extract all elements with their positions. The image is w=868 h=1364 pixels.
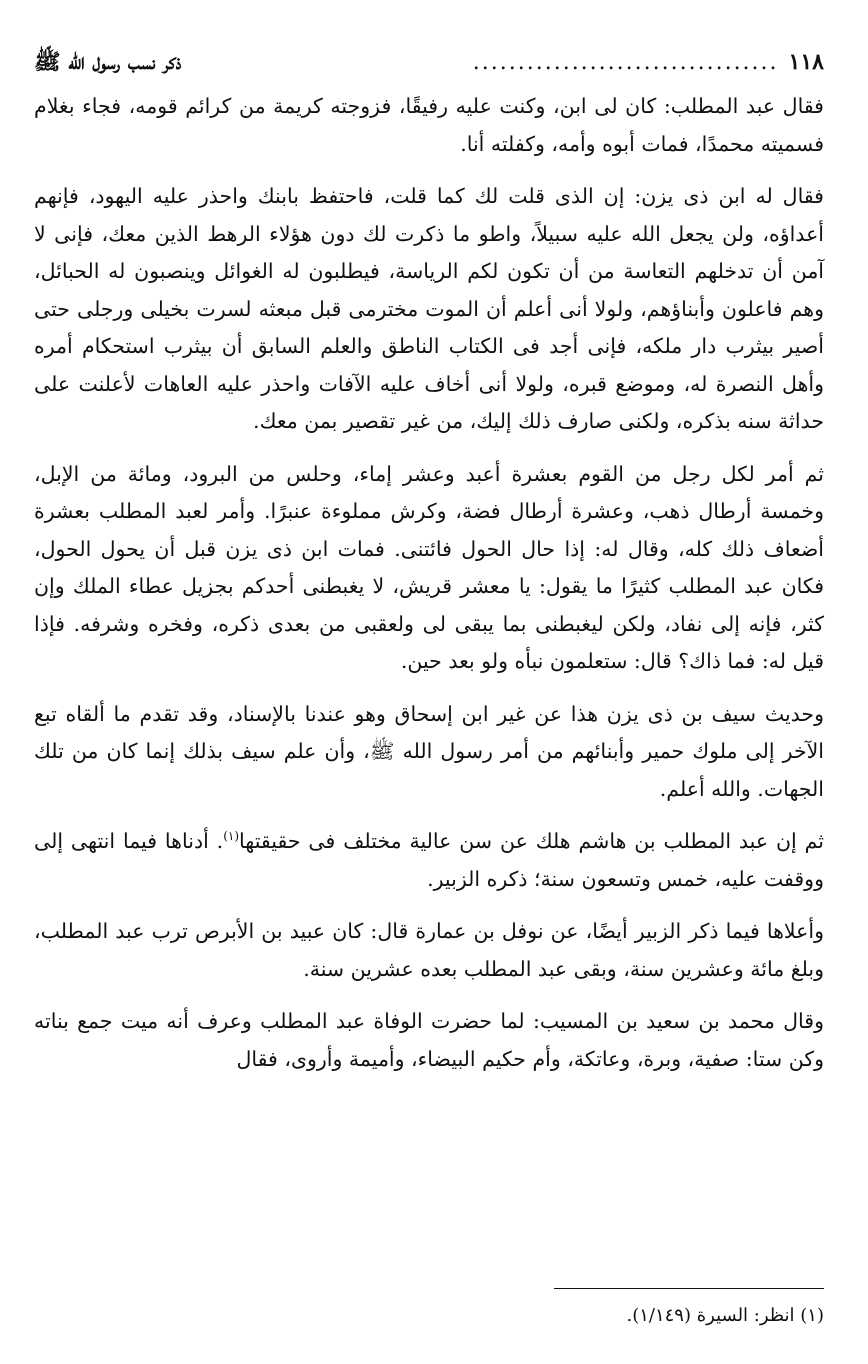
paragraph-5-punct: . — [208, 829, 224, 853]
page-number: ١١٨ — [788, 49, 824, 75]
paragraph-1: فقال عبد المطلب: كان لى ابن، وكنت عليه رفيقًا، فزوجته كريمة من كرائم قومه، فجاء بغلام فسميته محمدًا، فمات أبوه وأمه، وكفلته أنا. — [34, 94, 824, 156]
paragraph-5-lead: ثم إن عبد المطلب بن هاشم هلك عن سن عالية مختلف فى حقيقتها — [239, 829, 824, 853]
paragraph-2: فقال له ابن ذى يزن: إن الذى قلت لك كما قلت، فاحتفظ بابنك واحذر عليه اليهود، فإنهم أعداؤه، ولن يجعل الله عليه سبيلاً، واطو ما ذكرت لك دون هؤلاء الرهط الذين معك، فإنى لا آمن أن تدخلهم التعاسة من أن تكون لكم الرياسة، فيطلبون له الغوائل وينصبون له الحبائل، وهم فاعلون وأبناؤهم، ولولا أنى أعلم أن الموت مخترمى قبل مبعثه لسرت بخيلى ورجلى حتى أصير بيثرب دار ملكه، فإنى أجد فى الكتاب الناطق والعلم السابق أن بيثرب استحكام أمره وأهل النصرة له، وموضع قبره، ولولا أنى أخاف عليه الآفات واحذر عليه العاهات لأعلنت على حداثة سنه بذكره، ولكنى صارف ذلك إليك، من غير تقصير بمن معك. — [34, 184, 824, 433]
footnote-divider — [554, 1288, 824, 1289]
book-page — [34, 48, 824, 1348]
body-text — [34, 88, 824, 1078]
dot-leader: .................................. — [472, 50, 779, 75]
paragraph-6: وأعلاها فيما ذكر الزبير أيضًا، عن نوفل بن عمارة قال: كان عبيد بن الأبرص ترب عبد المطلب، وبلغ مائة وعشرين سنة، وبقى عبد المطلب بعده عشرين سنة. — [34, 919, 824, 981]
paragraph-4: وحديث سيف بن ذى يزن هذا عن غير ابن إسحاق وهو عندنا بالإسناد، وقد تقدم ما ألقاه تبع الآخر إلى ملوك حمير وأبنائهم من أمر رسول الله ﷺ، وأن علم سيف بذلك إنما كان من تلك الجهات. والله أعلم. — [34, 701, 824, 801]
footnote-marker: (١) — [223, 829, 240, 844]
footnote: (١) انظر: السيرة (١/١٤٩). — [626, 1305, 824, 1326]
paragraph-5 — [34, 823, 824, 898]
running-header — [34, 48, 824, 88]
running-title: ذكر نسب رسول الله ﷺ — [34, 49, 182, 75]
paragraph-3: ثم أمر لكل رجل من القوم بعشرة أعبد وعشر إماء، وحلس من البرود، ومائة من الإبل، وخمسة أرطال ذهب، وعشرة أرطال فضة، وكرش مملوءة عنبرًا. وأمر لعبد المطلب بعشرة أضعاف ذلك كله، وقال له: إذا حال الحول فائتنى. فمات ابن ذى يزن قبل أن يحول الحول، فكان عبد المطلب كثيرًا ما يقول: يا معشر قريش، لا يغبطنى أحدكم بجزيل عطاء الملك وإن كثر، فإنه إلى نفاد، ولكن ليغبطنى بما يبقى لى ولعقبى من بعدى ذكره، وفخره وشرفه. فإذا قيل له: فما ذاك؟ قال: ستعلمون نبأه ولو بعد حين. — [34, 461, 824, 673]
paragraph-5-rest: أدناها فيما انتهى إلى ووقفت عليه، خمس وتسعون سنة؛ ذكره الزبير. — [34, 829, 824, 891]
paragraph-7: وقال محمد بن سعيد بن المسيب: لما حضرت الوفاة عبد المطلب وعرف أنه ميت جمع بناته وكن ستا: صفية، وبرة، وعاتكة، وأم حكيم البيضاء، وأميمة وأروى، فقال — [34, 1009, 824, 1071]
